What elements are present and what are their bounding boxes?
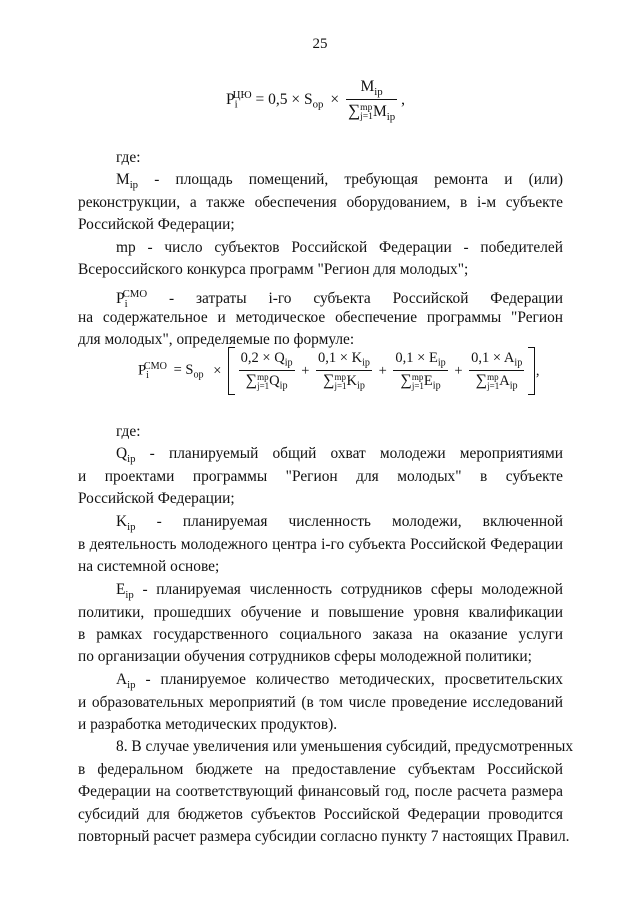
def-q-line3: Российской Федерации; [78,490,235,507]
def-m-line2: реконструкции, а также обеспечения оборудованием, в i-м субъекте [78,194,563,211]
def-q-line1: $Q_{ip}$ - планируемый общий охват молодежи мероприятиями [116,445,563,465]
term-e: $0,1 \times E_{ip}$ ∑mp $j=1E_{ip}$ [395,350,446,392]
para8-line1: 8. В случае увеличения или уменьшения субсидий, предусмотренных [116,738,574,755]
def-e-line1: $E_{ip}$ - планируемая численность сотрудников сферы молодежной [116,581,563,601]
term-q: $0,2 \times Q_{ip}$ ∑mp $j=1Q_{ip}$ [240,350,293,392]
def-a-line3: и разработка методических продуктов). [78,716,338,733]
def-p-line3: для молодых", определяемые по формуле: [78,331,355,348]
formula-youth-center: $P_i^{ЦЮ} = 0,5 \times S_{op}$ × $M_{ip}$ ∑mp $j=1M_{ip}$ , [226,78,405,123]
def-e-line3: в рамках государственного социального заказа на оказание услуги [78,626,563,643]
para8-line2: в федеральном бюджете на предоставление субъектам Российской [78,761,563,778]
def-e-line4: по организации обучения сотрудников сферы молодежной политики; [78,648,532,665]
def-e-line2: политики, прошедших обучение и повышение уровня квалификации [78,604,563,621]
def-mp-line2: Всероссийского конкурса программ "Регион для молодых"; [78,261,469,278]
para8-line3: Федерации на соответствующий финансовый год, после расчета размера [78,783,563,800]
left-bracket [228,347,235,395]
def-a-line2: и образовательных мероприятий (в том числе проведение исследований [78,694,563,711]
def-k-line3: на системной основе; [78,558,220,575]
def-m-line3: Российской Федерации; [78,216,235,233]
def-k-line1: $K_{ip}$ - планируемая численность молодежи, включенной [116,513,563,533]
def-p-line1: $P_i^{СМО}$ - затраты i-го субъекта Российской Федерации [116,288,563,310]
para8-line4: субсидий для бюджетов субъектов Российской Федерации проводится [78,806,563,823]
right-bracket [528,347,535,395]
def-q-line2: и проектами программы "Регион для молодых" в субъекте [78,468,563,485]
def-m-line1: $M_{ip}$ - площадь помещений, требующая ремонта и (или) [116,171,563,191]
def-mp-line1: mp - число субъектов Российской Федерации - победителей [116,239,563,256]
term-a: $0,1 \times A_{ip}$ ∑mp $j=1A_{ip}$ [471,350,523,392]
term-k: $0,1 \times K_{ip}$ ∑mp $j=1K_{ip}$ [318,350,370,392]
def-k-line2: в деятельность молодежного центра i-го субъекта Российской Федерации [78,536,563,553]
def-p-line2: на содержательное и методическое обеспечение программы "Регион [78,309,563,326]
formula-methodical-costs: $P_i^{СМО} = S_{op}$ × $0,2 \times Q_{ip}$ ∑mp $j=1Q_{ip}$ + $0,1 \times K_{ip}$ ∑mp $j=1K_{ip}$ + $0,1 \times E_{ip}$ ∑mp $j=1E_{ip}$ + $0,1 \times A_{ip}$ ∑mp $j=1A_{ip}$ , [138,347,540,395]
where-label-2: где: [116,423,141,440]
page-number: 25 [312,36,328,52]
where-label-1: где: [116,149,141,166]
formula1-fraction: $M_{ip}$ ∑mp $j=1M_{ip}$ [347,78,396,123]
def-a-line1: $A_{ip}$ - планируемое количество методических, просветительских [116,671,563,691]
para8-line5: повторный расчет размера субсидии согласно пункту 7 настоящих Правил. [78,828,570,845]
